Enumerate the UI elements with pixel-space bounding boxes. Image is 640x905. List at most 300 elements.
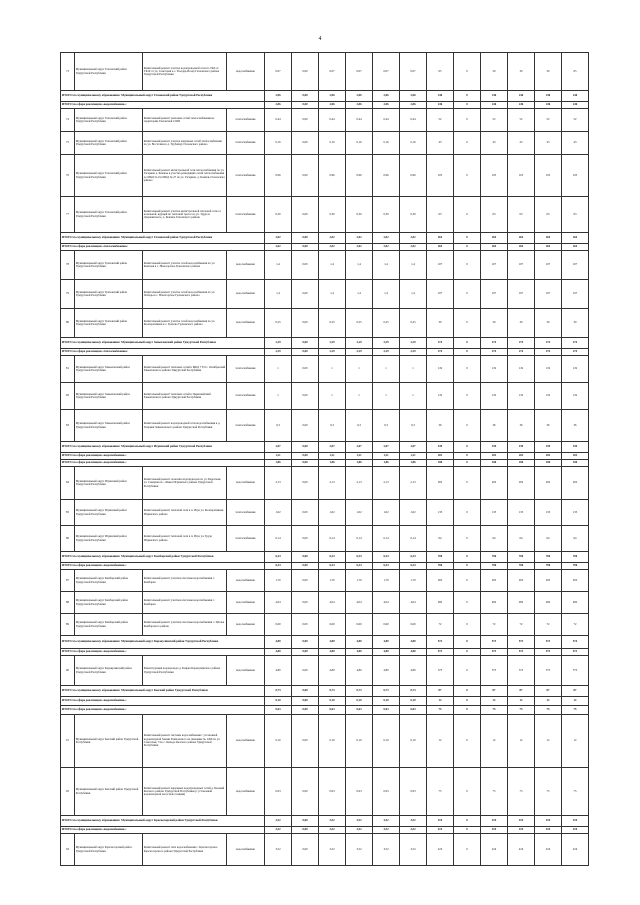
utility-type-cell: водоснабжение — [227, 251, 265, 280]
object-description-cell: Реконструкция водопровода д. Боярка Каракулинского района Удмуртской Республики — [143, 656, 227, 686]
total-row — [61, 442, 589, 453]
object-description-cell: Капитальный ремонт тепловой сети в п. Игра ул. Кооперативная Игринского района — [143, 500, 227, 526]
value-cell: 202 — [535, 467, 562, 500]
value-cell: 0,63 — [373, 706, 400, 715]
value-cell: 1 — [373, 383, 400, 410]
value-cell: 107 — [535, 251, 562, 280]
value-cell: 246 — [562, 102, 589, 109]
value-cell: 64 — [508, 526, 535, 552]
value-cell: 1,70 — [373, 570, 400, 592]
value-cell: 202 — [535, 453, 562, 460]
value-cell: 72 — [562, 614, 589, 636]
total-row — [61, 636, 589, 649]
organization-cell: Муниципальный округ Камбарский район Удмуртской Республики — [75, 570, 143, 592]
value-cell: 75 — [562, 768, 589, 816]
value-cell: 0 — [454, 155, 481, 197]
value-cell: 0,73 — [400, 686, 427, 697]
value-cell: 0 — [454, 453, 481, 460]
value-cell: 2,02 — [319, 244, 346, 251]
value-cell: 65 — [427, 53, 454, 91]
value-cell: 0,44 — [319, 109, 346, 132]
value-cell: 419 — [427, 834, 454, 866]
value-cell: 63 — [481, 197, 508, 233]
row-number-cell: 81 — [61, 356, 75, 383]
total-row — [61, 233, 589, 244]
value-cell: 439 — [481, 442, 508, 453]
value-cell: 43 — [562, 132, 589, 155]
utility-type-cell: водоснабжение — [227, 614, 265, 636]
table-row — [61, 526, 589, 552]
object-description-cell: Капитальный ремонт тепловых сетей в Первомайский Завьяловского района Удмуртской Республики — [143, 383, 227, 410]
organization-cell: Муниципальный округ Завьяловский район Удмуртской Республики — [75, 410, 143, 442]
value-cell: 2,07 — [319, 442, 346, 453]
value-cell: 0 — [454, 309, 481, 338]
table-row — [61, 155, 589, 197]
value-cell: 0,63 — [373, 768, 400, 816]
table-row — [61, 592, 589, 614]
organization-cell: Муниципальный округ Завьяловский район Удмуртской Республики — [75, 383, 143, 410]
value-cell: 0,07 — [373, 53, 400, 91]
organization-cell: Муниципальный округ Красногорский район Удмуртской Республики — [75, 834, 143, 866]
utility-type-cell: теплоснабжение — [227, 155, 265, 197]
object-description-cell: Капитальный ремонт участка сетей водоснабжения по ул. Победы в с. Новогорское Граховского района — [143, 280, 227, 309]
value-cell: 119 — [481, 383, 508, 410]
page-number: 4 — [318, 36, 322, 42]
organization-cell: Муниципальный округ Глазовский район Удмуртской Республики — [75, 197, 143, 233]
total-label-cell: ИТОГО по сфере реализации «водоснабжение»: — [61, 827, 265, 834]
value-cell: 2,06 — [400, 102, 427, 109]
value-cell: 202 — [427, 453, 454, 460]
value-cell: 0,96 — [346, 155, 373, 197]
value-cell: 203 — [481, 570, 508, 592]
value-cell: 419 — [535, 827, 562, 834]
value-cell: 12 — [535, 715, 562, 768]
value-cell: 706 — [481, 552, 508, 563]
value-cell: 2,29 — [346, 349, 373, 356]
value-cell: 0,00 — [292, 280, 319, 309]
total-row — [61, 816, 589, 827]
value-cell: 87 — [562, 686, 589, 697]
value-cell: 274 — [427, 338, 454, 349]
value-cell: 203 — [535, 570, 562, 592]
value-cell: 107 — [535, 280, 562, 309]
value-cell: 419 — [535, 816, 562, 827]
value-cell: 63 — [508, 197, 535, 233]
value-cell: 0,10 — [346, 715, 373, 768]
table-row — [61, 356, 589, 383]
object-description-cell: Капитальный ремонт наружных водопроводных сетей д. Кельвай Кезского района Удмуртской Республики (с установкой водонапорной насосной станции) — [143, 768, 227, 816]
value-cell: 573 — [562, 656, 589, 686]
value-cell: 2,07 — [400, 442, 427, 453]
value-cell: 573 — [481, 656, 508, 686]
value-cell: 6,34 — [400, 552, 427, 563]
total-row — [61, 338, 589, 349]
table-row — [61, 768, 589, 816]
value-cell: 4,80 — [400, 656, 427, 686]
value-cell: 4,80 — [373, 649, 400, 656]
object-description-cell: Капитальный ремонт участка сетей водоснабжения по ул. Камская в с. Новогорское Граховского района — [143, 251, 227, 280]
value-cell: 72 — [427, 614, 454, 636]
value-cell: 36 — [427, 410, 454, 442]
total-row — [61, 453, 589, 460]
value-cell: 0,00 — [292, 442, 319, 453]
value-cell: 52 — [427, 109, 454, 132]
value-cell: 482 — [562, 592, 589, 614]
object-description-cell: Капитальный ремонт магистральной сети теплоснабжения по ул. Гагарина д. Кожиль и участка разводящих сетей теплоснабжения до МКД № 9 и МКД № 27 по ул. Гагарина, д. Кожиль Глазовского района — [143, 155, 227, 197]
value-cell: 0 — [454, 53, 481, 91]
value-cell: 439 — [535, 442, 562, 453]
value-cell: 0,25 — [400, 309, 427, 338]
value-cell: 87 — [508, 686, 535, 697]
value-cell: 264 — [508, 233, 535, 244]
row-number-cell: 78 — [61, 251, 75, 280]
value-cell: 0,44 — [373, 109, 400, 132]
value-cell: 0,10 — [265, 715, 292, 768]
value-cell: 2,02 — [346, 233, 373, 244]
value-cell: 202 — [481, 453, 508, 460]
total-label-cell: ИТОГО по муниципальному образованию: Муниципальный округ Глазовский район Удмуртской Республики — [61, 91, 265, 102]
organization-cell: Муниципальный округ Граховский район Удмуртской Республики — [75, 280, 143, 309]
value-cell: 6,34 — [373, 552, 400, 563]
value-cell: 0,60 — [319, 614, 346, 636]
value-cell: 0 — [454, 280, 481, 309]
value-cell: 0,07 — [265, 53, 292, 91]
value-cell: 63 — [535, 197, 562, 233]
value-cell: 0,07 — [319, 53, 346, 91]
value-cell: 0,16 — [346, 132, 373, 155]
value-cell: 264 — [427, 244, 454, 251]
value-cell: 0,00 — [292, 614, 319, 636]
utility-type-cell: водоснабжение — [227, 768, 265, 816]
value-cell: 0 — [454, 592, 481, 614]
value-cell: 1,02 — [400, 500, 427, 526]
object-description-cell: Капитальный ремонт водопроводной сети водоснабжения в д. Хохряки Завьяловского района Удмуртской Республики — [143, 410, 227, 442]
value-cell: 3,52 — [373, 816, 400, 827]
value-cell: 2,02 — [400, 233, 427, 244]
value-cell: 2,06 — [346, 102, 373, 109]
value-cell: 1,21 — [373, 453, 400, 460]
organization-cell: Муниципальный округ Глазовский район Удмуртской Республики — [75, 53, 143, 91]
value-cell: 2,07 — [373, 442, 400, 453]
value-cell: 706 — [508, 563, 535, 570]
value-cell: 419 — [562, 816, 589, 827]
utility-type-cell: водоснабжение — [227, 467, 265, 500]
value-cell: 4,80 — [346, 649, 373, 656]
value-cell: 0,44 — [265, 109, 292, 132]
value-cell: 0,10 — [319, 715, 346, 768]
value-cell: 6,34 — [373, 563, 400, 570]
value-cell: 133 — [427, 500, 454, 526]
organization-cell: Муниципальный округ Камбарский район Удмуртской Республики — [75, 614, 143, 636]
total-label-cell: ИТОГО по муниципальному образованию: Муниципальный округ Завьяловский район Удмуртской Республики — [61, 338, 265, 349]
utility-type-cell: теплоснабжение — [227, 197, 265, 233]
value-cell: 246 — [427, 91, 454, 102]
organization-cell: Муниципальный округ Каракулинский район Удмуртской Республики — [75, 656, 143, 686]
value-cell: 0,3 — [373, 410, 400, 442]
value-cell: 202 — [427, 467, 454, 500]
value-cell: 0 — [454, 91, 481, 102]
value-cell: 52 — [481, 109, 508, 132]
value-cell: 4,80 — [265, 649, 292, 656]
value-cell: 0,00 — [292, 697, 319, 706]
value-cell: 1,4 — [400, 280, 427, 309]
value-cell: 246 — [508, 91, 535, 102]
value-cell: 439 — [562, 442, 589, 453]
value-cell: 4,80 — [319, 649, 346, 656]
total-label-cell: ИТОГО по сфере реализации «водоснабжение»: — [61, 697, 265, 706]
table-row — [61, 500, 589, 526]
value-cell: 0,3 — [319, 410, 346, 442]
value-cell: 202 — [508, 467, 535, 500]
organization-cell: Муниципальный округ Игринский район Удмуртской Республики — [75, 500, 143, 526]
total-row — [61, 827, 589, 834]
value-cell: 706 — [562, 563, 589, 570]
value-cell: 2,06 — [400, 91, 427, 102]
value-cell: 1,21 — [265, 453, 292, 460]
value-cell: 1,02 — [265, 500, 292, 526]
value-cell: 274 — [481, 349, 508, 356]
value-cell: 1,86 — [400, 460, 427, 467]
value-cell: 2,07 — [265, 442, 292, 453]
value-cell: 274 — [535, 349, 562, 356]
value-cell: 75 — [562, 706, 589, 715]
value-cell: 0,00 — [292, 526, 319, 552]
value-cell: 0 — [454, 460, 481, 467]
total-row — [61, 563, 589, 570]
total-label-cell: ИТОГО по сфере реализации «водоснабжение»: — [61, 563, 265, 570]
value-cell: 573 — [481, 636, 508, 649]
value-cell: 75 — [427, 768, 454, 816]
value-cell: 4,80 — [346, 636, 373, 649]
value-cell: 246 — [481, 91, 508, 102]
value-cell: 119 — [427, 356, 454, 383]
value-cell: 119 — [562, 383, 589, 410]
value-cell: 75 — [535, 706, 562, 715]
value-cell: 12 — [535, 697, 562, 706]
value-cell: 1,86 — [319, 460, 346, 467]
value-cell: 2,29 — [265, 349, 292, 356]
organization-cell: Муниципальный округ Завьяловский район Удмуртской Республики — [75, 356, 143, 383]
value-cell: 0,60 — [373, 614, 400, 636]
value-cell: 0,00 — [292, 834, 319, 866]
value-cell: 87 — [481, 686, 508, 697]
value-cell: 2,02 — [373, 233, 400, 244]
value-cell: 0,96 — [400, 155, 427, 197]
value-cell: 573 — [535, 636, 562, 649]
value-cell: 419 — [427, 827, 454, 834]
value-cell: 0,16 — [373, 132, 400, 155]
value-cell: 0,00 — [292, 768, 319, 816]
object-description-cell: Капитальный ремонт участков системы водоснабжения г. Камбарка — [143, 570, 227, 592]
value-cell: 0,00 — [292, 410, 319, 442]
value-cell: 0,00 — [292, 570, 319, 592]
value-cell: 43 — [508, 132, 535, 155]
value-cell: 0,73 — [346, 686, 373, 697]
value-cell: 419 — [427, 816, 454, 827]
value-cell: 3,52 — [346, 834, 373, 866]
table-row — [61, 251, 589, 280]
value-cell: 706 — [427, 552, 454, 563]
value-cell: 202 — [562, 453, 589, 460]
table-row — [61, 467, 589, 500]
value-cell: 2,29 — [400, 338, 427, 349]
value-cell: 0,00 — [292, 91, 319, 102]
total-label-cell: ИТОГО по сфере реализации «водоснабжение»: — [61, 706, 265, 715]
object-description-cell: Капитальный ремонт участка сетей водоснабжения по ул. Кооперативная в с. Грахово Граховского района — [143, 309, 227, 338]
value-cell: 0,10 — [373, 715, 400, 768]
value-cell: 186 — [427, 460, 454, 467]
value-cell: 30 — [535, 53, 562, 91]
value-cell: 0 — [454, 233, 481, 244]
value-cell: 119 — [535, 383, 562, 410]
value-cell: 246 — [508, 102, 535, 109]
value-cell: 12 — [562, 697, 589, 706]
value-cell: 0,73 — [319, 686, 346, 697]
value-cell: 0,63 — [400, 706, 427, 715]
value-cell: 1,4 — [265, 280, 292, 309]
total-label-cell: ИТОГО по муниципальному образованию: Муниципальный округ Глазовский район Удмуртской Республики — [61, 233, 265, 244]
value-cell: 36 — [562, 410, 589, 442]
value-cell: 0 — [454, 614, 481, 636]
value-cell: 0 — [454, 706, 481, 715]
value-cell: 246 — [535, 102, 562, 109]
value-cell: 107 — [562, 251, 589, 280]
value-cell: 0,00 — [292, 233, 319, 244]
value-cell: 107 — [427, 280, 454, 309]
row-number-cell: 73 — [61, 53, 75, 91]
organization-cell: Муниципальный округ Камбарский район Удмуртской Республики — [75, 592, 143, 614]
row-number-cell: 89 — [61, 614, 75, 636]
value-cell: 0 — [454, 356, 481, 383]
value-cell: 1,70 — [346, 570, 373, 592]
value-cell: 0,10 — [346, 697, 373, 706]
value-cell: 133 — [481, 500, 508, 526]
row-number-cell: 80 — [61, 309, 75, 338]
value-cell: 1,02 — [373, 500, 400, 526]
value-cell: 264 — [535, 233, 562, 244]
value-cell: 107 — [508, 251, 535, 280]
value-cell: 1,4 — [400, 251, 427, 280]
row-number-cell: 82 — [61, 383, 75, 410]
value-cell: 0,00 — [292, 102, 319, 109]
value-cell: 1 — [400, 383, 427, 410]
value-cell: 706 — [508, 552, 535, 563]
value-cell: 419 — [508, 834, 535, 866]
value-cell: 0,25 — [265, 309, 292, 338]
value-cell: 1,4 — [265, 251, 292, 280]
value-cell: 4,80 — [373, 656, 400, 686]
value-cell: 264 — [562, 244, 589, 251]
value-cell: 0 — [454, 349, 481, 356]
row-number-cell: 86 — [61, 526, 75, 552]
value-cell: 0 — [454, 109, 481, 132]
organization-cell: Муниципальный округ Граховский район Удмуртской Республики — [75, 309, 143, 338]
value-cell: 0 — [454, 715, 481, 768]
organization-cell: Муниципальный округ Кезский район Удмуртской Республики — [75, 768, 143, 816]
value-cell: 264 — [427, 233, 454, 244]
value-cell: 246 — [481, 102, 508, 109]
value-cell: 0,30 — [346, 197, 373, 233]
value-cell: 264 — [481, 244, 508, 251]
value-cell: 1 — [346, 356, 373, 383]
table-row — [61, 570, 589, 592]
row-number-cell: 87 — [61, 570, 75, 592]
value-cell: 0 — [454, 697, 481, 706]
value-cell: 573 — [562, 649, 589, 656]
value-cell: 264 — [562, 233, 589, 244]
value-cell: 119 — [562, 356, 589, 383]
value-cell: 0 — [454, 338, 481, 349]
value-cell: 2,02 — [319, 233, 346, 244]
row-number-cell: 92 — [61, 768, 75, 816]
value-cell: 439 — [427, 442, 454, 453]
value-cell: 0,00 — [292, 686, 319, 697]
value-cell: 0,00 — [292, 197, 319, 233]
value-cell: 0,07 — [400, 53, 427, 91]
value-cell: 4,04 — [319, 592, 346, 614]
value-cell: 64 — [535, 526, 562, 552]
utility-type-cell: теплоснабжение — [227, 500, 265, 526]
value-cell: 706 — [535, 552, 562, 563]
value-cell: 4,80 — [400, 636, 427, 649]
value-cell: 2,02 — [265, 244, 292, 251]
utility-type-cell: водоснабжение — [227, 592, 265, 614]
total-label-cell: ИТОГО по сфере реализации «водоснабжение»: — [61, 649, 265, 656]
value-cell: 4,04 — [346, 592, 373, 614]
value-cell: 0,16 — [265, 132, 292, 155]
value-cell: 4,04 — [400, 592, 427, 614]
value-cell: 1 — [400, 356, 427, 383]
value-cell: 0,00 — [292, 552, 319, 563]
total-row — [61, 706, 589, 715]
value-cell: 274 — [508, 338, 535, 349]
value-cell: 1,70 — [319, 570, 346, 592]
value-cell: 75 — [508, 768, 535, 816]
value-cell: 0,00 — [292, 592, 319, 614]
value-cell: 0,00 — [292, 338, 319, 349]
value-cell: 274 — [508, 349, 535, 356]
value-cell: 2,02 — [400, 244, 427, 251]
value-cell: 0,25 — [346, 309, 373, 338]
utility-type-cell: водоснабжение — [227, 570, 265, 592]
value-cell: 1,21 — [400, 453, 427, 460]
value-cell: 87 — [427, 686, 454, 697]
value-cell: 0,63 — [319, 768, 346, 816]
value-cell: 36 — [535, 410, 562, 442]
value-cell: 2,13 — [319, 467, 346, 500]
value-cell: 0,30 — [373, 197, 400, 233]
total-label-cell: ИТОГО по муниципальному образованию: Муниципальный округ Кезский район Удмуртской Республики — [61, 686, 265, 697]
value-cell: 0 — [454, 768, 481, 816]
value-cell: 0,00 — [292, 649, 319, 656]
value-cell: 6,34 — [319, 552, 346, 563]
value-cell: 107 — [562, 280, 589, 309]
value-cell: 1 — [265, 383, 292, 410]
value-cell: 6,34 — [265, 563, 292, 570]
value-cell: 2,29 — [319, 349, 346, 356]
value-cell: 274 — [535, 338, 562, 349]
table-row — [61, 53, 589, 91]
table-row — [61, 109, 589, 132]
value-cell: 274 — [562, 338, 589, 349]
value-cell: 4,80 — [400, 649, 427, 656]
table-row — [61, 715, 589, 768]
value-cell: 0,60 — [346, 614, 373, 636]
value-cell: 119 — [427, 383, 454, 410]
total-row — [61, 552, 589, 563]
organization-cell: Муниципальный округ Глазовский район Удмуртской Республики — [75, 109, 143, 132]
value-cell: 419 — [562, 827, 589, 834]
